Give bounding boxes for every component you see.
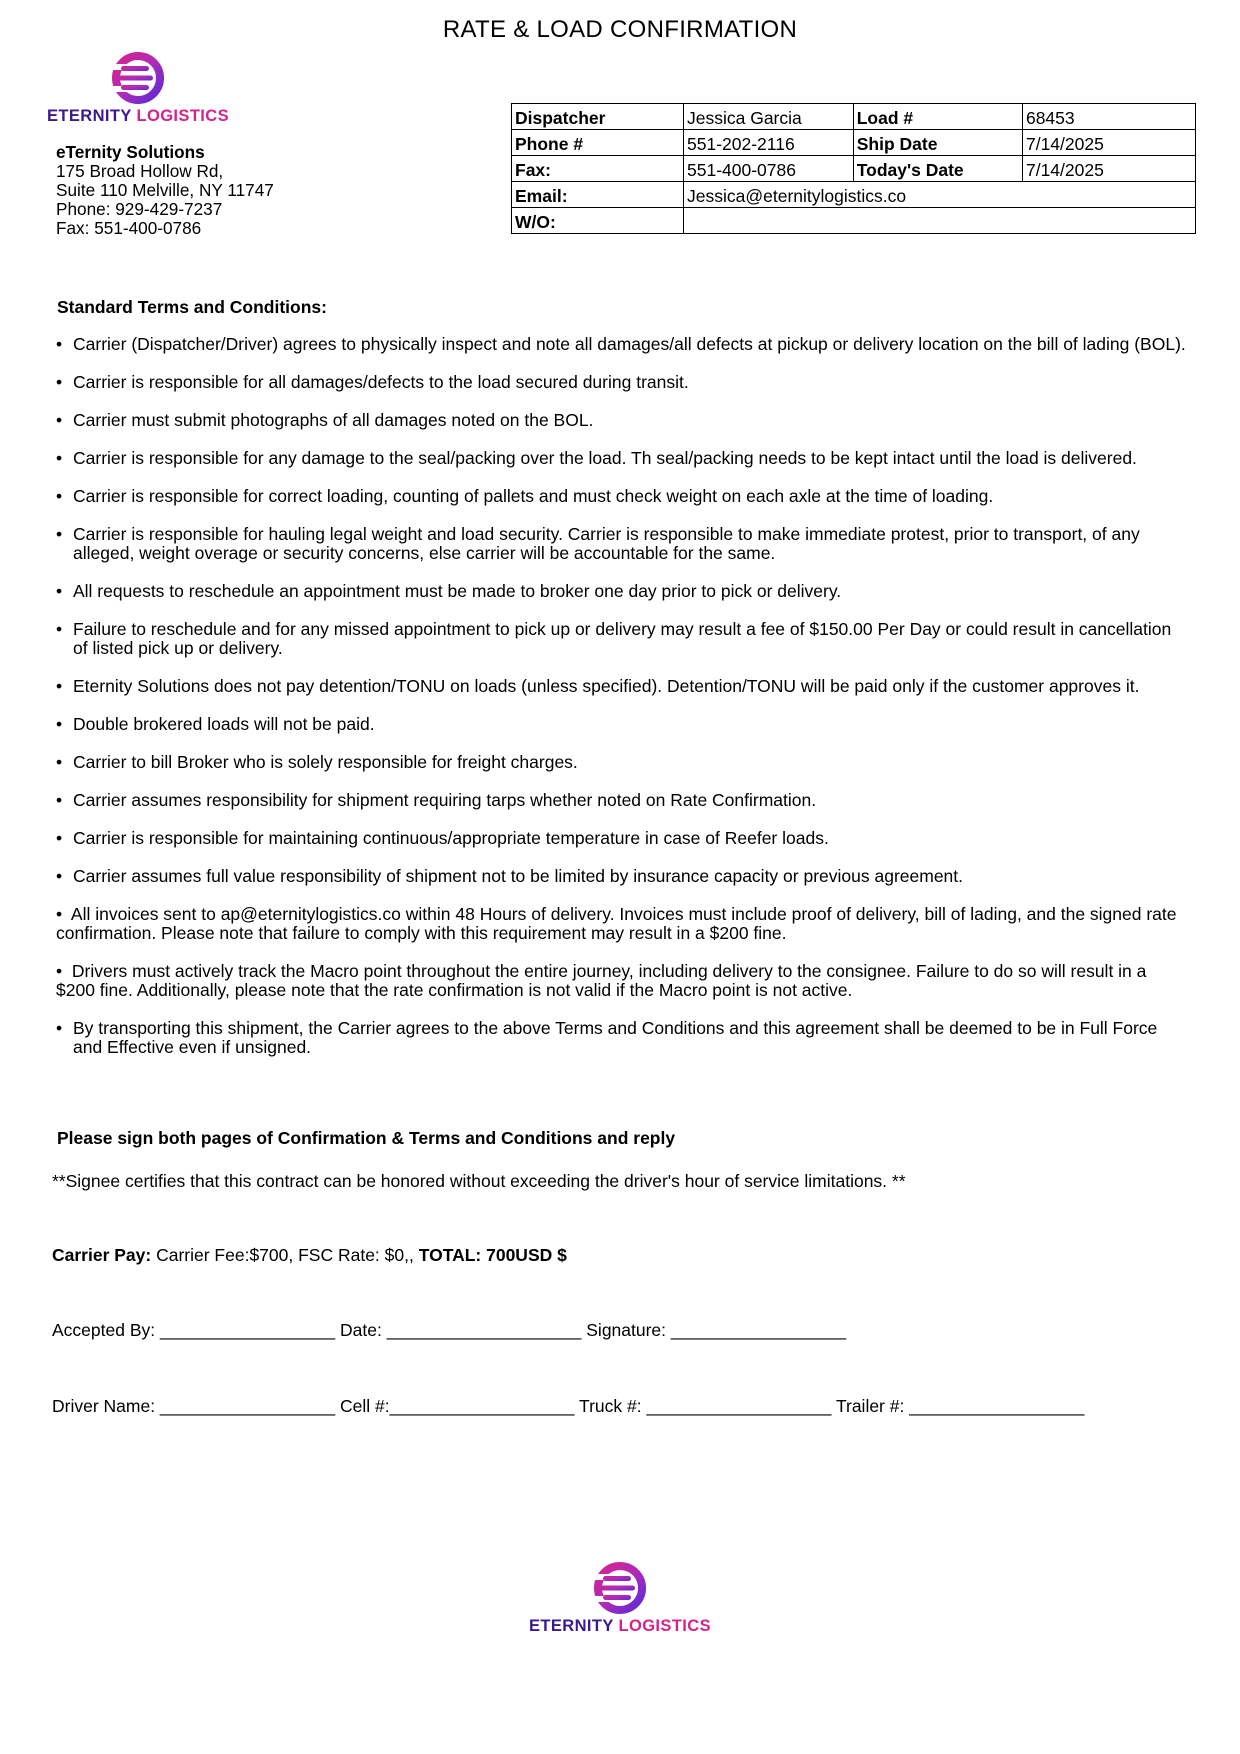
- email-label: Email:: [512, 182, 684, 208]
- dispatch-info-table: [511, 103, 1196, 234]
- bullet: •: [56, 486, 63, 506]
- term-text: By transporting this shipment, the Carrier agrees to the above Terms and Conditions and this agreement shall be deemed to be in Full Force and Effective even if unsigned.: [73, 1018, 1158, 1057]
- list-item: [56, 525, 1186, 563]
- dispatcher-value: Jessica Garcia: [684, 104, 854, 130]
- load-number-value: 68453: [1022, 104, 1195, 130]
- bullet: •: [56, 714, 63, 734]
- term-text: Carrier (Dispatcher/Driver) agrees to physically inspect and note all damages/all defects at pickup or delivery location on the bill of lading (BOL).: [73, 334, 1186, 354]
- list-item: [56, 962, 1186, 1000]
- truck-field[interactable]: Truck #: ___________________: [574, 1396, 832, 1416]
- ship-date-label: Ship Date: [853, 130, 1022, 156]
- carrier-pay-total: TOTAL: 700USD $: [418, 1245, 567, 1265]
- bullet: •: [56, 524, 63, 544]
- list-item: [56, 335, 1186, 354]
- eternity-logo-icon: [589, 1562, 651, 1614]
- term-text: Failure to reschedule and for any missed appointment to pick up or delivery may result a fee of $150.00 Per Day or could result in cancellation of listed pick up or delivery.: [73, 619, 1172, 658]
- term-text: Carrier is responsible for any damage to the seal/packing over the load. Th seal/packing needs to be kept intact until the load is delivered.: [73, 448, 1137, 468]
- list-item: [56, 905, 1186, 943]
- logo-wordmark: ETERNITY LOGISTICS: [47, 107, 230, 125]
- list-item: [56, 411, 1186, 430]
- list-item: [56, 791, 1186, 810]
- ship-date-value: 7/14/2025: [1022, 130, 1195, 156]
- term-text: Double brokered loads will not be paid.: [73, 714, 375, 734]
- term-text: Carrier is responsible for hauling legal weight and load security. Carrier is responsible to make immediate protest, prior to transport, of any alleged, weight overage or security concerns, else carrier will be accountable for the same.: [73, 524, 1140, 563]
- fax-value: 551-400-0786: [684, 156, 854, 182]
- date-field[interactable]: Date: ____________________: [335, 1320, 582, 1340]
- table-row: [512, 208, 1196, 234]
- fax-label: Fax:: [512, 156, 684, 182]
- bullet: •: [56, 866, 63, 886]
- list-item: [56, 677, 1186, 696]
- list-item: [56, 1019, 1186, 1057]
- bullet: •: [56, 372, 63, 392]
- todays-date-value: 7/14/2025: [1022, 156, 1195, 182]
- dispatcher-label: Dispatcher: [512, 104, 684, 130]
- term-text: Carrier assumes responsibility for shipment requiring tarps whether noted on Rate Confirmation.: [73, 790, 817, 810]
- carrier-pay: [52, 1245, 567, 1266]
- company-address-1: 175 Broad Hollow Rd,: [56, 161, 224, 181]
- list-item: [56, 582, 1186, 601]
- term-text: Carrier is responsible for all damages/defects to the load secured during transit.: [73, 372, 689, 392]
- bullet: •: [56, 448, 63, 468]
- document-title: RATE & LOAD CONFIRMATION: [442, 16, 798, 43]
- bullet: •: [56, 334, 63, 354]
- email-value: Jessica@eternitylogistics.co: [684, 182, 1196, 208]
- bullet: •: [56, 961, 63, 981]
- list-item: [56, 449, 1186, 468]
- load-number-label: Load #: [853, 104, 1022, 130]
- company-name: eTernity Solutions: [56, 142, 205, 162]
- company-info: [56, 143, 274, 238]
- accepted-by-field[interactable]: Accepted By: __________________: [52, 1320, 336, 1340]
- company-fax: Fax: 551-400-0786: [56, 218, 202, 238]
- table-row: [512, 156, 1196, 182]
- list-item: [56, 487, 1186, 506]
- term-text: Eternity Solutions does not pay detention/TONU on loads (unless specified). Detention/TONU will be paid only if the customer approves it.: [73, 676, 1140, 696]
- list-item: [56, 829, 1186, 848]
- signee-note: **Signee certifies that this contract can be honored without exceeding the driver's hour of service limitations. **: [52, 1171, 906, 1191]
- footer-logo: [529, 1562, 712, 1636]
- bullet: •: [56, 581, 63, 601]
- term-text: Carrier to bill Broker who is solely responsible for freight charges.: [73, 752, 578, 772]
- driver-name-field[interactable]: Driver Name: __________________: [52, 1396, 336, 1416]
- bullet: •: [56, 790, 63, 810]
- term-text: Carrier is responsible for correct loading, counting of pallets and must check weight on each axle at the time of loading.: [73, 486, 994, 506]
- term-text: Carrier assumes full value responsibility of shipment not to be limited by insurance capacity or previous agreement.: [73, 866, 964, 886]
- carrier-pay-label: Carrier Pay:: [52, 1245, 152, 1265]
- phone-value: 551-202-2116: [684, 130, 854, 156]
- bullet: •: [56, 410, 63, 430]
- phone-label: Phone #: [512, 130, 684, 156]
- term-text: Carrier is responsible for maintaining continuous/appropriate temperature in case of Reefer loads.: [73, 828, 829, 848]
- table-row: [512, 130, 1196, 156]
- carrier-pay-details: Carrier Fee:$700, FSC Rate: $0,,: [151, 1245, 419, 1265]
- table-row: [512, 104, 1196, 130]
- bullet: •: [56, 904, 63, 924]
- term-text: Carrier must submit photographs of all damages noted on the BOL.: [73, 410, 594, 430]
- bullet: •: [56, 752, 63, 772]
- acceptance-row: [52, 1320, 846, 1341]
- company-logo: [47, 52, 230, 126]
- logo-wordmark: ETERNITY LOGISTICS: [529, 1617, 712, 1635]
- bullet: •: [56, 676, 63, 696]
- wo-label: W/O:: [512, 208, 684, 234]
- eternity-logo-icon: [107, 52, 169, 104]
- trailer-field[interactable]: Trailer #: __________________: [831, 1396, 1085, 1416]
- term-text: All requests to reschedule an appointment must be made to broker one day prior to pick or delivery.: [73, 581, 842, 601]
- list-item: [56, 753, 1186, 772]
- list-item: [56, 715, 1186, 734]
- wo-value: [684, 208, 1196, 234]
- sign-request: Please sign both pages of Confirmation & Terms and Conditions and reply: [57, 1128, 676, 1148]
- todays-date-label: Today's Date: [853, 156, 1022, 182]
- signature-field[interactable]: Signature: __________________: [581, 1320, 847, 1340]
- terms-heading: Standard Terms and Conditions:: [57, 297, 327, 317]
- table-row: [512, 182, 1196, 208]
- company-address-2: Suite 110 Melville, NY 11747: [56, 180, 274, 200]
- bullet: •: [56, 1018, 63, 1038]
- bullet: •: [56, 828, 63, 848]
- term-text: Drivers must actively track the Macro point throughout the entire journey, including delivery to the consignee. Failure to do so will result in a $200 fine. Additionally, please note that the rate confirmation is not valid if the Macro point is not active.: [56, 961, 1147, 1000]
- list-item: [56, 620, 1186, 658]
- list-item: [56, 867, 1186, 886]
- driver-row: [52, 1396, 1084, 1417]
- term-text: All invoices sent to ap@eternitylogistics.co within 48 Hours of delivery. Invoices must include proof of delivery, bill of lading, and the signed rate confirmation. Please note that failure to comply with this requirement may result in a $200 fine.: [56, 904, 1177, 943]
- cell-field[interactable]: Cell #:___________________: [335, 1396, 575, 1416]
- terms-list: [56, 335, 1186, 1076]
- company-phone: Phone: 929-429-7237: [56, 199, 223, 219]
- list-item: [56, 373, 1186, 392]
- bullet: •: [56, 619, 63, 639]
